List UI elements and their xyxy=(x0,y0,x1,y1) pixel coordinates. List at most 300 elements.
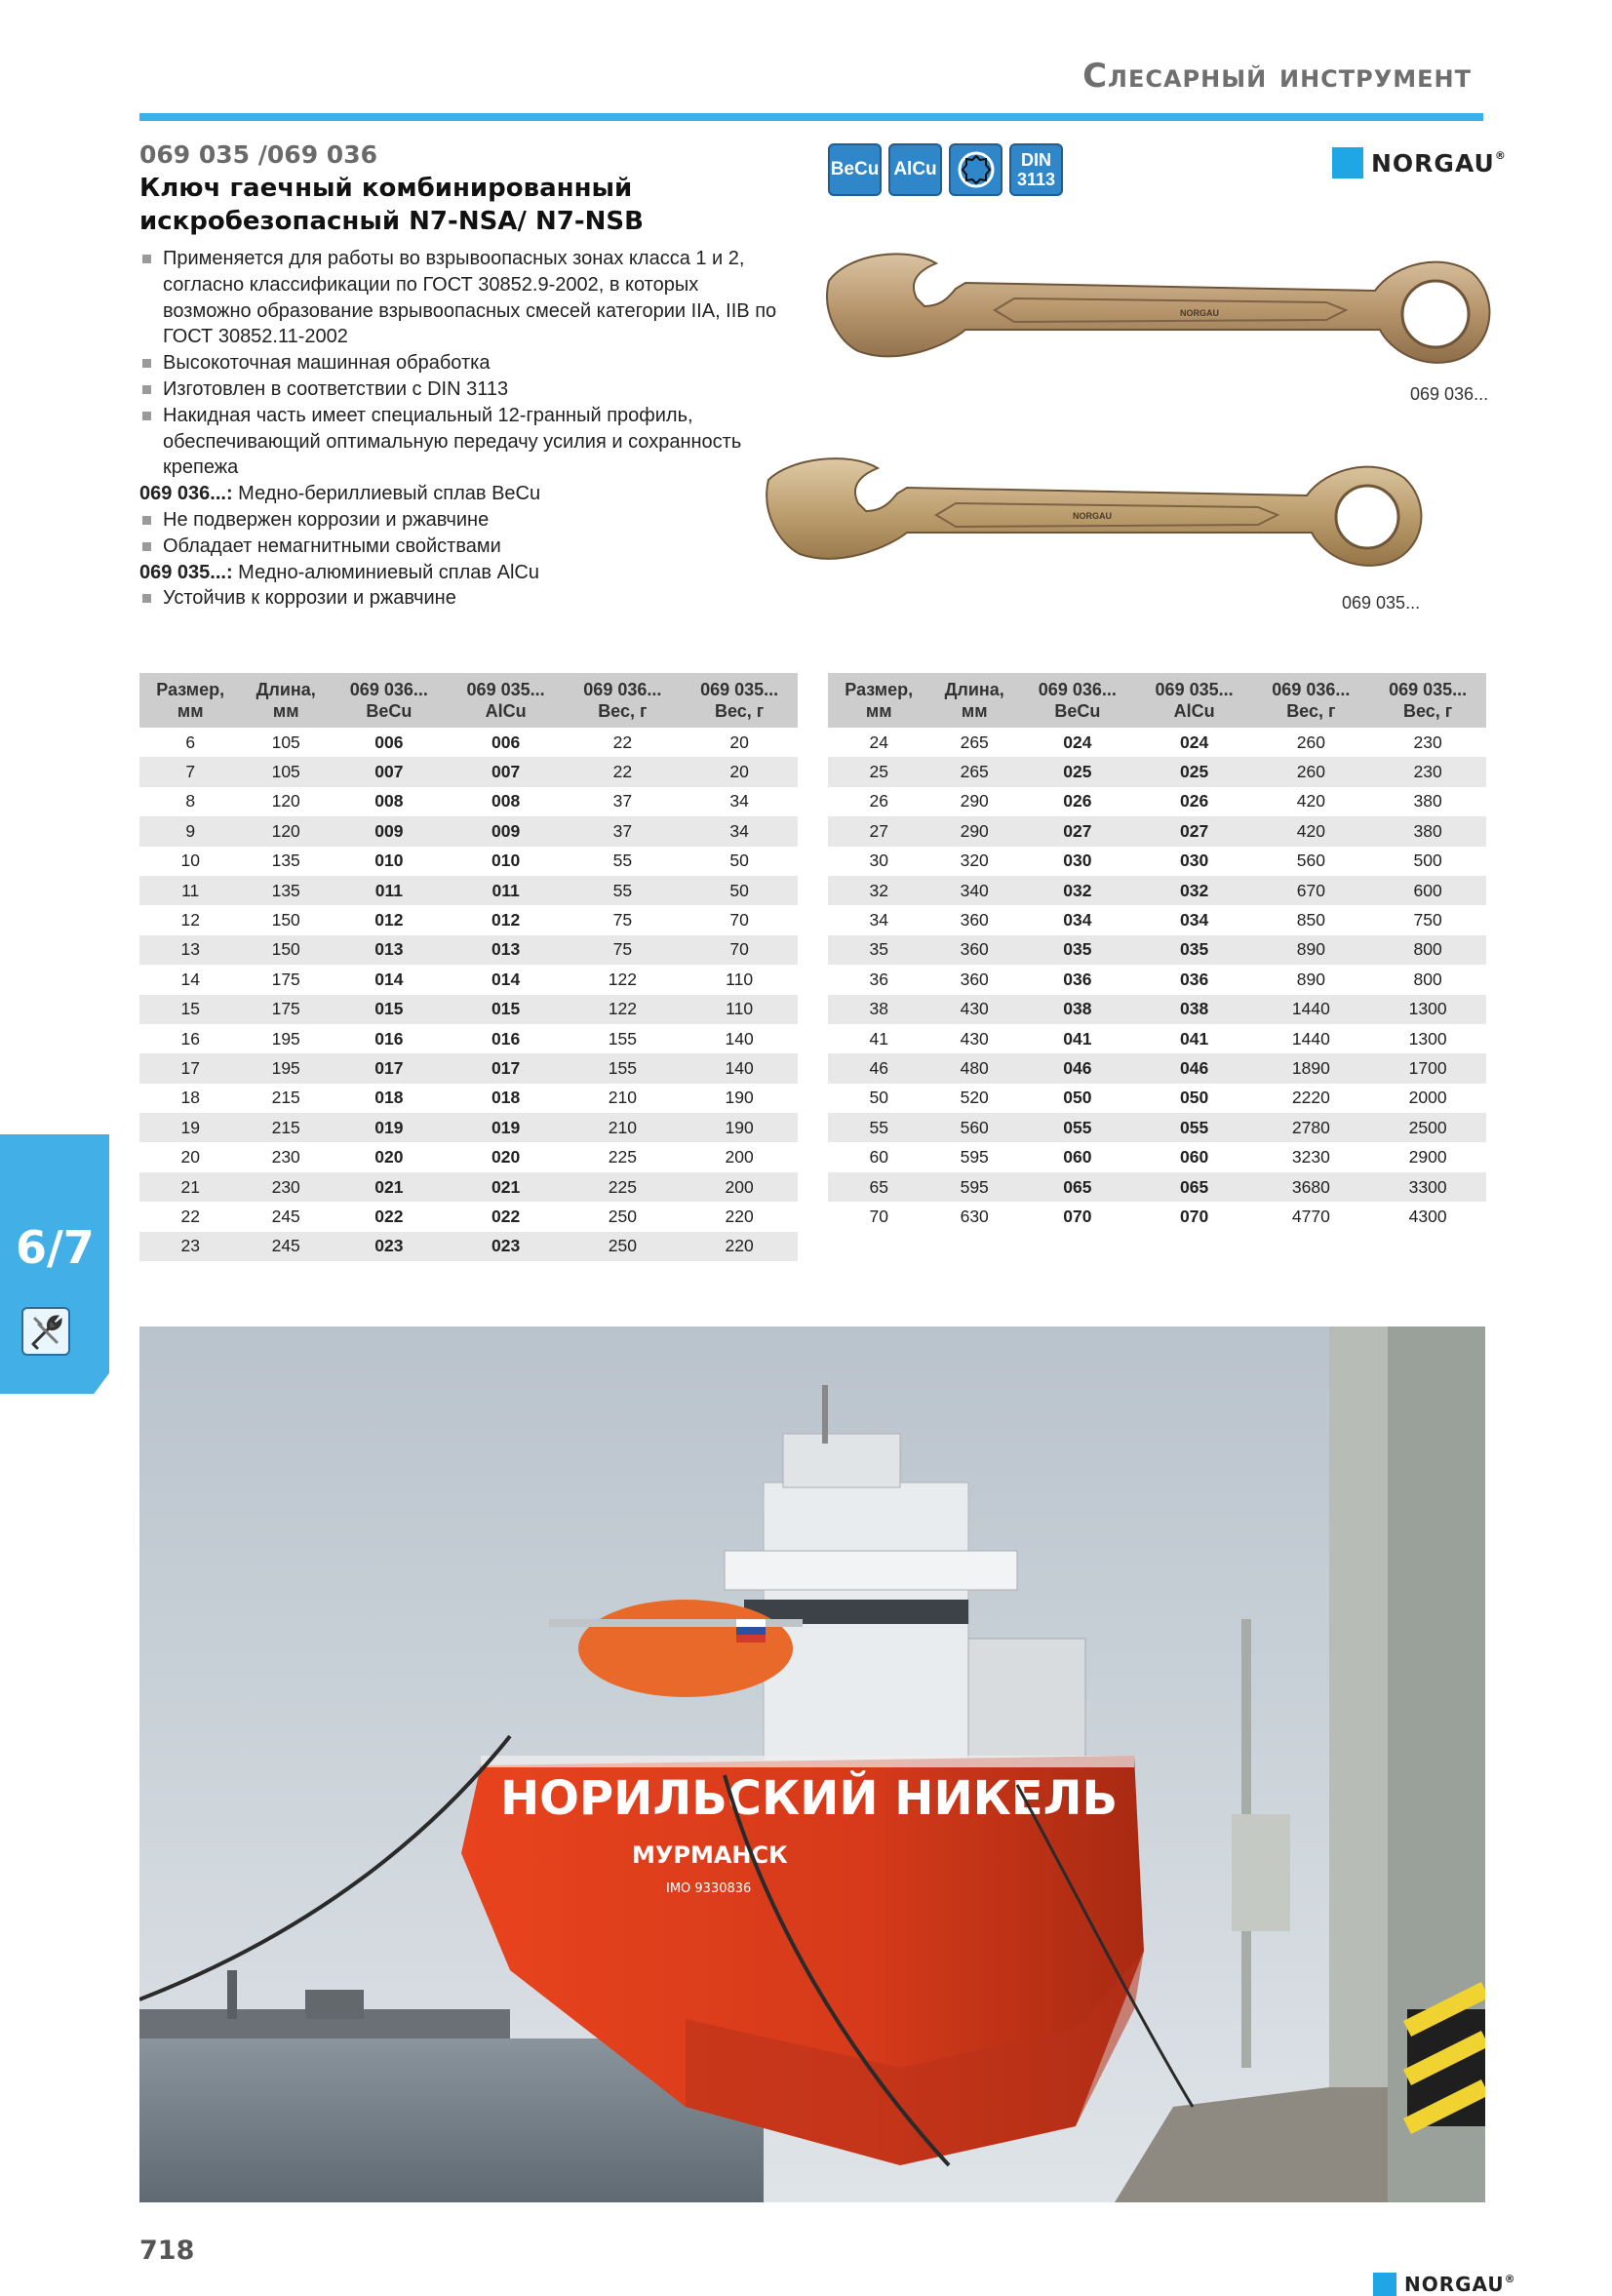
table-cell: 012 xyxy=(374,910,404,930)
table-cell: 27 xyxy=(828,816,929,846)
table-header-line: Вес, г xyxy=(1286,701,1336,721)
table-cell: 055 xyxy=(1136,1113,1253,1142)
table-cell: 015 xyxy=(448,995,565,1024)
table-cell: 55 xyxy=(828,1113,929,1142)
table-row xyxy=(139,1142,798,1171)
table-header-cell xyxy=(139,673,241,728)
brand-logo xyxy=(1332,147,1507,178)
table-cell: 20 xyxy=(180,1147,200,1168)
table-cell: 016 xyxy=(491,1028,521,1049)
table-cell: 2000 xyxy=(1408,1088,1447,1108)
table-header-cell xyxy=(331,673,448,728)
table-cell: 420 xyxy=(1252,816,1369,846)
table-row xyxy=(139,1202,798,1231)
table-cell: 150 xyxy=(241,935,331,965)
table-cell: 55 xyxy=(564,876,681,905)
table-cell: 260 xyxy=(1252,757,1369,786)
table-cell: 155 xyxy=(564,1053,681,1083)
table-cell: 34 xyxy=(681,816,798,846)
table-cell: 18 xyxy=(180,1088,200,1108)
table-cell: 50 xyxy=(729,851,749,871)
table-cell: 041 xyxy=(1063,1028,1092,1049)
table-cell: 10 xyxy=(180,851,200,871)
ship-port: МУРМАНСК xyxy=(632,1841,788,1869)
table-row xyxy=(139,905,798,934)
feature-item: Не подвержен коррозии и ржавчине xyxy=(139,507,783,534)
table-cell: 230 xyxy=(271,1147,300,1168)
table-row xyxy=(139,757,798,786)
feature-item: Высокоточная машинная обработка xyxy=(139,350,783,376)
table-cell: 14 xyxy=(180,969,200,989)
caption-upper-wrench: 069 036... xyxy=(1410,384,1489,404)
table-cell: 065 xyxy=(1019,1172,1136,1202)
table-cell: 017 xyxy=(448,1053,565,1083)
table-cell: 890 xyxy=(1252,935,1369,965)
table-cell: 120 xyxy=(241,816,331,846)
table-cell: 060 xyxy=(1179,1147,1209,1168)
table-row xyxy=(139,816,798,846)
table-cell: 070 xyxy=(1179,1206,1209,1226)
twelve-point-profile-icon xyxy=(949,143,1003,196)
table-cell: 3230 xyxy=(1291,1147,1330,1168)
table-cell: 4300 xyxy=(1408,1206,1447,1226)
material-035-text: Медно-алюминиевый сплав AlCu xyxy=(232,561,539,583)
table-cell: 630 xyxy=(960,1206,989,1226)
brand-name: NORGAU xyxy=(1404,2273,1505,2296)
table-cell: 035 xyxy=(1019,935,1136,965)
table-cell: 122 xyxy=(564,995,681,1024)
table-cell: 195 xyxy=(271,1028,300,1049)
table-cell: 1300 xyxy=(1369,995,1486,1024)
table-cell: 380 xyxy=(1413,791,1442,812)
table-cell: 190 xyxy=(681,1113,798,1142)
table-cell: 380 xyxy=(1369,816,1486,846)
ship-photo xyxy=(139,1326,1485,2202)
table-cell: 105 xyxy=(241,757,331,786)
table-cell: 010 xyxy=(374,851,404,871)
table-cell: 120 xyxy=(271,791,300,812)
feature-list xyxy=(139,246,783,612)
table-cell: 20 xyxy=(681,757,798,786)
table-cell: 020 xyxy=(374,1147,404,1168)
table-row xyxy=(139,995,798,1024)
product-title xyxy=(139,172,822,238)
table-cell: 595 xyxy=(929,1172,1019,1202)
table-row xyxy=(828,995,1486,1024)
table-cell: 046 xyxy=(1136,1053,1253,1083)
din-badge-top: DIN xyxy=(1021,150,1051,170)
table-header-cell xyxy=(1136,673,1253,728)
section-title: Слесарный инструмент xyxy=(1082,57,1472,96)
product-title-line1: Ключ гаечный комбинированный xyxy=(139,174,633,203)
table-cell: 200 xyxy=(725,1147,754,1168)
table-header-line: 069 036... xyxy=(1272,680,1351,699)
table-header-line: 069 036... xyxy=(1038,680,1117,699)
table-cell: 011 xyxy=(448,876,565,905)
table-cell: 1300 xyxy=(1408,1028,1447,1049)
table-cell: 265 xyxy=(960,732,989,752)
table-cell: 122 xyxy=(608,969,637,989)
table-row xyxy=(828,965,1486,994)
table-cell: 025 xyxy=(1136,757,1253,786)
din-badge-bottom: 3113 xyxy=(1016,170,1056,189)
table-cell: 140 xyxy=(681,1053,798,1083)
table-cell: 46 xyxy=(828,1053,929,1083)
table-cell: 70 xyxy=(729,910,749,930)
table-row xyxy=(828,847,1486,876)
article-number: 069 035 /069 036 xyxy=(139,140,377,169)
table-row xyxy=(139,1113,798,1142)
table-cell: 19 xyxy=(139,1113,241,1142)
table-cell: 023 xyxy=(331,1232,448,1261)
table-row xyxy=(828,935,1486,965)
table-row xyxy=(828,1172,1486,1202)
table-cell: 16 xyxy=(180,1028,200,1049)
table-cell: 025 xyxy=(1019,757,1136,786)
table-cell: 30 xyxy=(869,851,888,871)
table-cell: 22 xyxy=(564,757,681,786)
brand-square-icon xyxy=(1373,2273,1396,2296)
table-cell: 022 xyxy=(374,1206,404,1226)
table-cell: 25 xyxy=(828,757,929,786)
table-cell: 480 xyxy=(929,1053,1019,1083)
table-cell: 500 xyxy=(1413,851,1442,871)
table-row xyxy=(139,1024,798,1053)
table-header-cell xyxy=(681,673,798,728)
table-cell: 60 xyxy=(869,1147,888,1168)
table-header-cell xyxy=(929,673,1019,728)
table-cell: 32 xyxy=(828,876,929,905)
table-header-cell xyxy=(241,673,331,728)
table-cell: 245 xyxy=(241,1232,331,1261)
table-cell: 21 xyxy=(139,1172,241,1202)
table-cell: 155 xyxy=(608,1028,637,1049)
table-cell: 265 xyxy=(929,757,1019,786)
feature-item: Устойчив к коррозии и ржавчине xyxy=(139,585,783,612)
table-cell: 030 xyxy=(1063,851,1092,871)
table-cell: 011 xyxy=(331,876,448,905)
table-cell: 360 xyxy=(929,935,1019,965)
table-cell: 290 xyxy=(960,791,989,812)
table-row xyxy=(139,728,798,757)
table-cell: 013 xyxy=(448,935,565,965)
brand-logo-footer xyxy=(1373,2273,1516,2296)
wrench-becu-engraving: NORGAU xyxy=(1180,308,1219,318)
table-cell: 34 xyxy=(869,910,888,930)
table-cell: 50 xyxy=(681,876,798,905)
table-cell: 014 xyxy=(491,969,521,989)
table-cell: 021 xyxy=(448,1172,565,1202)
wrench-alcu-image xyxy=(761,451,1424,577)
table-cell: 006 xyxy=(491,732,521,752)
table-cell: 018 xyxy=(374,1088,404,1108)
table-cell: 34 xyxy=(729,791,749,812)
brand-tm: ® xyxy=(1504,2273,1516,2285)
spec-table-left xyxy=(139,673,798,1261)
table-header-line: мм xyxy=(865,701,892,721)
table-row xyxy=(139,935,798,965)
table-header-line: BeCu xyxy=(366,701,413,721)
table-cell: 8 xyxy=(185,791,196,812)
table-row xyxy=(828,816,1486,846)
table-cell: 021 xyxy=(331,1172,448,1202)
table-header-cell xyxy=(564,673,681,728)
table-cell: 195 xyxy=(241,1053,331,1083)
table-cell: 9 xyxy=(139,816,241,846)
table-header-row xyxy=(139,673,798,728)
table-cell: 105 xyxy=(271,732,300,752)
table-cell: 4770 xyxy=(1291,1206,1330,1226)
table-cell: 036 xyxy=(1179,969,1209,989)
table-cell: 018 xyxy=(491,1088,521,1108)
becu-badge: BeCu xyxy=(828,143,882,196)
table-header-line: AlCu xyxy=(485,701,527,721)
table-cell: 041 xyxy=(1179,1028,1209,1049)
feature-item: Накидная часть имеет специальный 12-гранный профиль, обеспечивающий оптимальную передачу усилия и сохранность крепежа xyxy=(139,403,783,481)
page-number: 718 xyxy=(139,2236,195,2266)
table-cell: 050 xyxy=(1063,1088,1092,1108)
table-cell: 008 xyxy=(491,791,521,812)
table-cell: 2220 xyxy=(1291,1088,1330,1108)
table-cell: 135 xyxy=(241,876,331,905)
material-036-code: 069 036...: xyxy=(139,483,233,505)
table-cell: 22 xyxy=(612,732,633,752)
table-header-line: Длина, xyxy=(256,680,316,699)
table-cell: 020 xyxy=(491,1147,521,1168)
table-cell: 1440 xyxy=(1291,1028,1330,1049)
table-cell: 024 xyxy=(1063,732,1092,752)
table-cell: 110 xyxy=(681,995,798,1024)
table-cell: 009 xyxy=(331,816,448,846)
table-header-cell xyxy=(828,673,929,728)
ship-imo: IMO 9330836 xyxy=(666,1881,752,1896)
table-cell: 13 xyxy=(139,935,241,965)
table-cell: 890 xyxy=(1296,969,1325,989)
table-row xyxy=(139,787,798,816)
din-badge xyxy=(1009,143,1063,196)
table-cell: 560 xyxy=(1296,851,1325,871)
table-cell: 019 xyxy=(331,1113,448,1142)
table-cell: 2780 xyxy=(1252,1113,1369,1142)
table-cell: 290 xyxy=(929,816,1019,846)
table-row xyxy=(828,1084,1486,1113)
table-cell: 36 xyxy=(869,969,888,989)
brand-tm: ® xyxy=(1494,148,1507,162)
table-cell: 50 xyxy=(869,1088,888,1108)
table-cell: 135 xyxy=(271,851,300,871)
table-cell: 3300 xyxy=(1369,1172,1486,1202)
table-cell: 014 xyxy=(374,969,404,989)
table-cell: 3680 xyxy=(1252,1172,1369,1202)
table-header-line: 069 036... xyxy=(349,680,428,699)
table-cell: 220 xyxy=(725,1206,754,1226)
material-035-code: 069 035...: xyxy=(139,561,233,583)
table-cell: 140 xyxy=(725,1028,754,1049)
table-cell: 520 xyxy=(960,1088,989,1108)
table-cell: 7 xyxy=(139,757,241,786)
feature-item: Обладает немагнитными свойствами xyxy=(139,534,783,560)
table-cell: 023 xyxy=(448,1232,565,1261)
table-cell: 027 xyxy=(1019,816,1136,846)
header-rule xyxy=(139,113,1483,121)
table-cell: 850 xyxy=(1296,910,1325,930)
table-cell: 230 xyxy=(241,1172,331,1202)
table-cell: 055 xyxy=(1019,1113,1136,1142)
table-cell: 560 xyxy=(929,1113,1019,1142)
table-row xyxy=(828,1113,1486,1142)
table-cell: 032 xyxy=(1019,876,1136,905)
table-cell: 017 xyxy=(331,1053,448,1083)
table-row xyxy=(139,1084,798,1113)
table-cell: 15 xyxy=(139,995,241,1024)
table-header-line: Вес, г xyxy=(1402,701,1453,721)
table-cell: 225 xyxy=(564,1172,681,1202)
table-cell: 027 xyxy=(1136,816,1253,846)
table-cell: 750 xyxy=(1413,910,1442,930)
brand-name: NORGAU xyxy=(1371,148,1495,178)
table-header-line: мм xyxy=(177,701,204,721)
table-cell: 41 xyxy=(869,1028,888,1049)
table-cell: 55 xyxy=(612,851,633,871)
table-cell: 050 xyxy=(1179,1088,1209,1108)
table-cell: 210 xyxy=(608,1088,637,1108)
wrench-tool-icon xyxy=(21,1307,70,1356)
table-cell: 016 xyxy=(374,1028,404,1049)
table-cell: 007 xyxy=(448,757,565,786)
table-cell: 060 xyxy=(1063,1147,1092,1168)
table-header-line: Вес, г xyxy=(598,701,648,721)
table-cell: 70 xyxy=(681,935,798,965)
material-badges xyxy=(828,143,1063,196)
table-cell: 75 xyxy=(612,910,633,930)
table-cell: 245 xyxy=(271,1206,300,1226)
material-036-text: Медно-бериллиевый сплав BeCu xyxy=(232,483,541,505)
table-row xyxy=(828,1053,1486,1083)
table-cell: 35 xyxy=(828,935,929,965)
table-row xyxy=(139,965,798,994)
product-title-line2: искробезопасный N7-NSA/ N7-NSB xyxy=(139,207,644,236)
table-cell: 2500 xyxy=(1369,1113,1486,1142)
material-036 xyxy=(139,481,783,507)
table-cell: 006 xyxy=(374,732,404,752)
table-row xyxy=(139,1172,798,1202)
table-cell: 65 xyxy=(828,1172,929,1202)
table-header-line: мм xyxy=(272,701,299,721)
alcu-badge: AlCu xyxy=(888,143,942,196)
brand-square-icon xyxy=(1332,147,1363,178)
table-cell: 17 xyxy=(139,1053,241,1083)
feature-item: Применяется для работы во взрывоопасных зонах класса 1 и 2, согласно классификации по ГОСТ 30852.9-2002, в которых возможно образование взрывоопасных смесей категории IIA, IIB по ГОСТ 30852.11-2002 xyxy=(139,246,783,350)
table-cell: 035 xyxy=(1136,935,1253,965)
table-cell: 800 xyxy=(1369,935,1486,965)
table-cell: 034 xyxy=(1063,910,1092,930)
table-header-row xyxy=(828,673,1486,728)
table-cell: 360 xyxy=(960,910,989,930)
table-cell: 015 xyxy=(331,995,448,1024)
table-row xyxy=(828,728,1486,757)
table-cell: 320 xyxy=(960,851,989,871)
table-cell: 220 xyxy=(681,1232,798,1261)
table-cell: 23 xyxy=(139,1232,241,1261)
table-cell: 007 xyxy=(331,757,448,786)
wrench-alcu-engraving: NORGAU xyxy=(1073,511,1112,521)
table-cell: 070 xyxy=(1063,1206,1092,1226)
table-cell: 2900 xyxy=(1408,1147,1447,1168)
table-header-line: AlCu xyxy=(1173,701,1215,721)
caption-lower-wrench: 069 035... xyxy=(1342,593,1421,613)
table-cell: 215 xyxy=(241,1113,331,1142)
table-cell: 190 xyxy=(725,1088,754,1108)
table-header-cell xyxy=(1019,673,1136,728)
table-row xyxy=(139,1053,798,1083)
table-cell: 030 xyxy=(1179,851,1209,871)
table-cell: 37 xyxy=(612,791,633,812)
table-cell: 22 xyxy=(180,1206,200,1226)
table-cell: 150 xyxy=(271,910,300,930)
table-header-line: Размер, xyxy=(156,680,225,699)
table-row xyxy=(828,1024,1486,1053)
table-cell: 200 xyxy=(681,1172,798,1202)
table-cell: 11 xyxy=(139,876,241,905)
table-cell: 595 xyxy=(960,1147,989,1168)
table-cell: 046 xyxy=(1019,1053,1136,1083)
table-header-cell xyxy=(448,673,565,728)
table-cell: 225 xyxy=(608,1147,637,1168)
table-cell: 260 xyxy=(1296,732,1325,752)
table-cell: 009 xyxy=(448,816,565,846)
table-header-line: BeCu xyxy=(1054,701,1101,721)
table-cell: 800 xyxy=(1413,969,1442,989)
table-row xyxy=(828,1142,1486,1171)
table-cell: 022 xyxy=(491,1206,521,1226)
table-header-line: Вес, г xyxy=(714,701,765,721)
table-header-cell xyxy=(1252,673,1369,728)
table-cell: 20 xyxy=(729,732,749,752)
table-cell: 175 xyxy=(271,969,300,989)
table-cell: 24 xyxy=(869,732,888,752)
table-header-line: мм xyxy=(961,701,988,721)
table-cell: 032 xyxy=(1136,876,1253,905)
table-cell: 019 xyxy=(448,1113,565,1142)
table-cell: 250 xyxy=(564,1232,681,1261)
table-row xyxy=(139,847,798,876)
table-cell: 038 xyxy=(1136,995,1253,1024)
table-header-line: 069 035... xyxy=(1389,680,1468,699)
table-cell: 340 xyxy=(929,876,1019,905)
table-cell: 215 xyxy=(271,1088,300,1108)
table-cell: 1890 xyxy=(1252,1053,1369,1083)
table-cell: 012 xyxy=(491,910,521,930)
table-cell: 036 xyxy=(1063,969,1092,989)
table-cell: 360 xyxy=(960,969,989,989)
chapter-number: 6/7 xyxy=(16,1221,95,1274)
table-row xyxy=(139,1232,798,1261)
table-header-cell xyxy=(1369,673,1486,728)
table-cell: 008 xyxy=(374,791,404,812)
table-cell: 70 xyxy=(869,1206,888,1226)
table-cell: 37 xyxy=(564,816,681,846)
table-header-line: 069 035... xyxy=(466,680,545,699)
table-cell: 12 xyxy=(180,910,200,930)
table-cell: 013 xyxy=(331,935,448,965)
table-cell: 6 xyxy=(185,732,196,752)
table-row xyxy=(828,757,1486,786)
feature-item: Изготовлен в соответствии с DIN 3113 xyxy=(139,376,783,403)
table-cell: 1700 xyxy=(1369,1053,1486,1083)
table-header-line: Размер, xyxy=(845,680,914,699)
table-cell: 024 xyxy=(1179,732,1209,752)
table-row xyxy=(828,876,1486,905)
